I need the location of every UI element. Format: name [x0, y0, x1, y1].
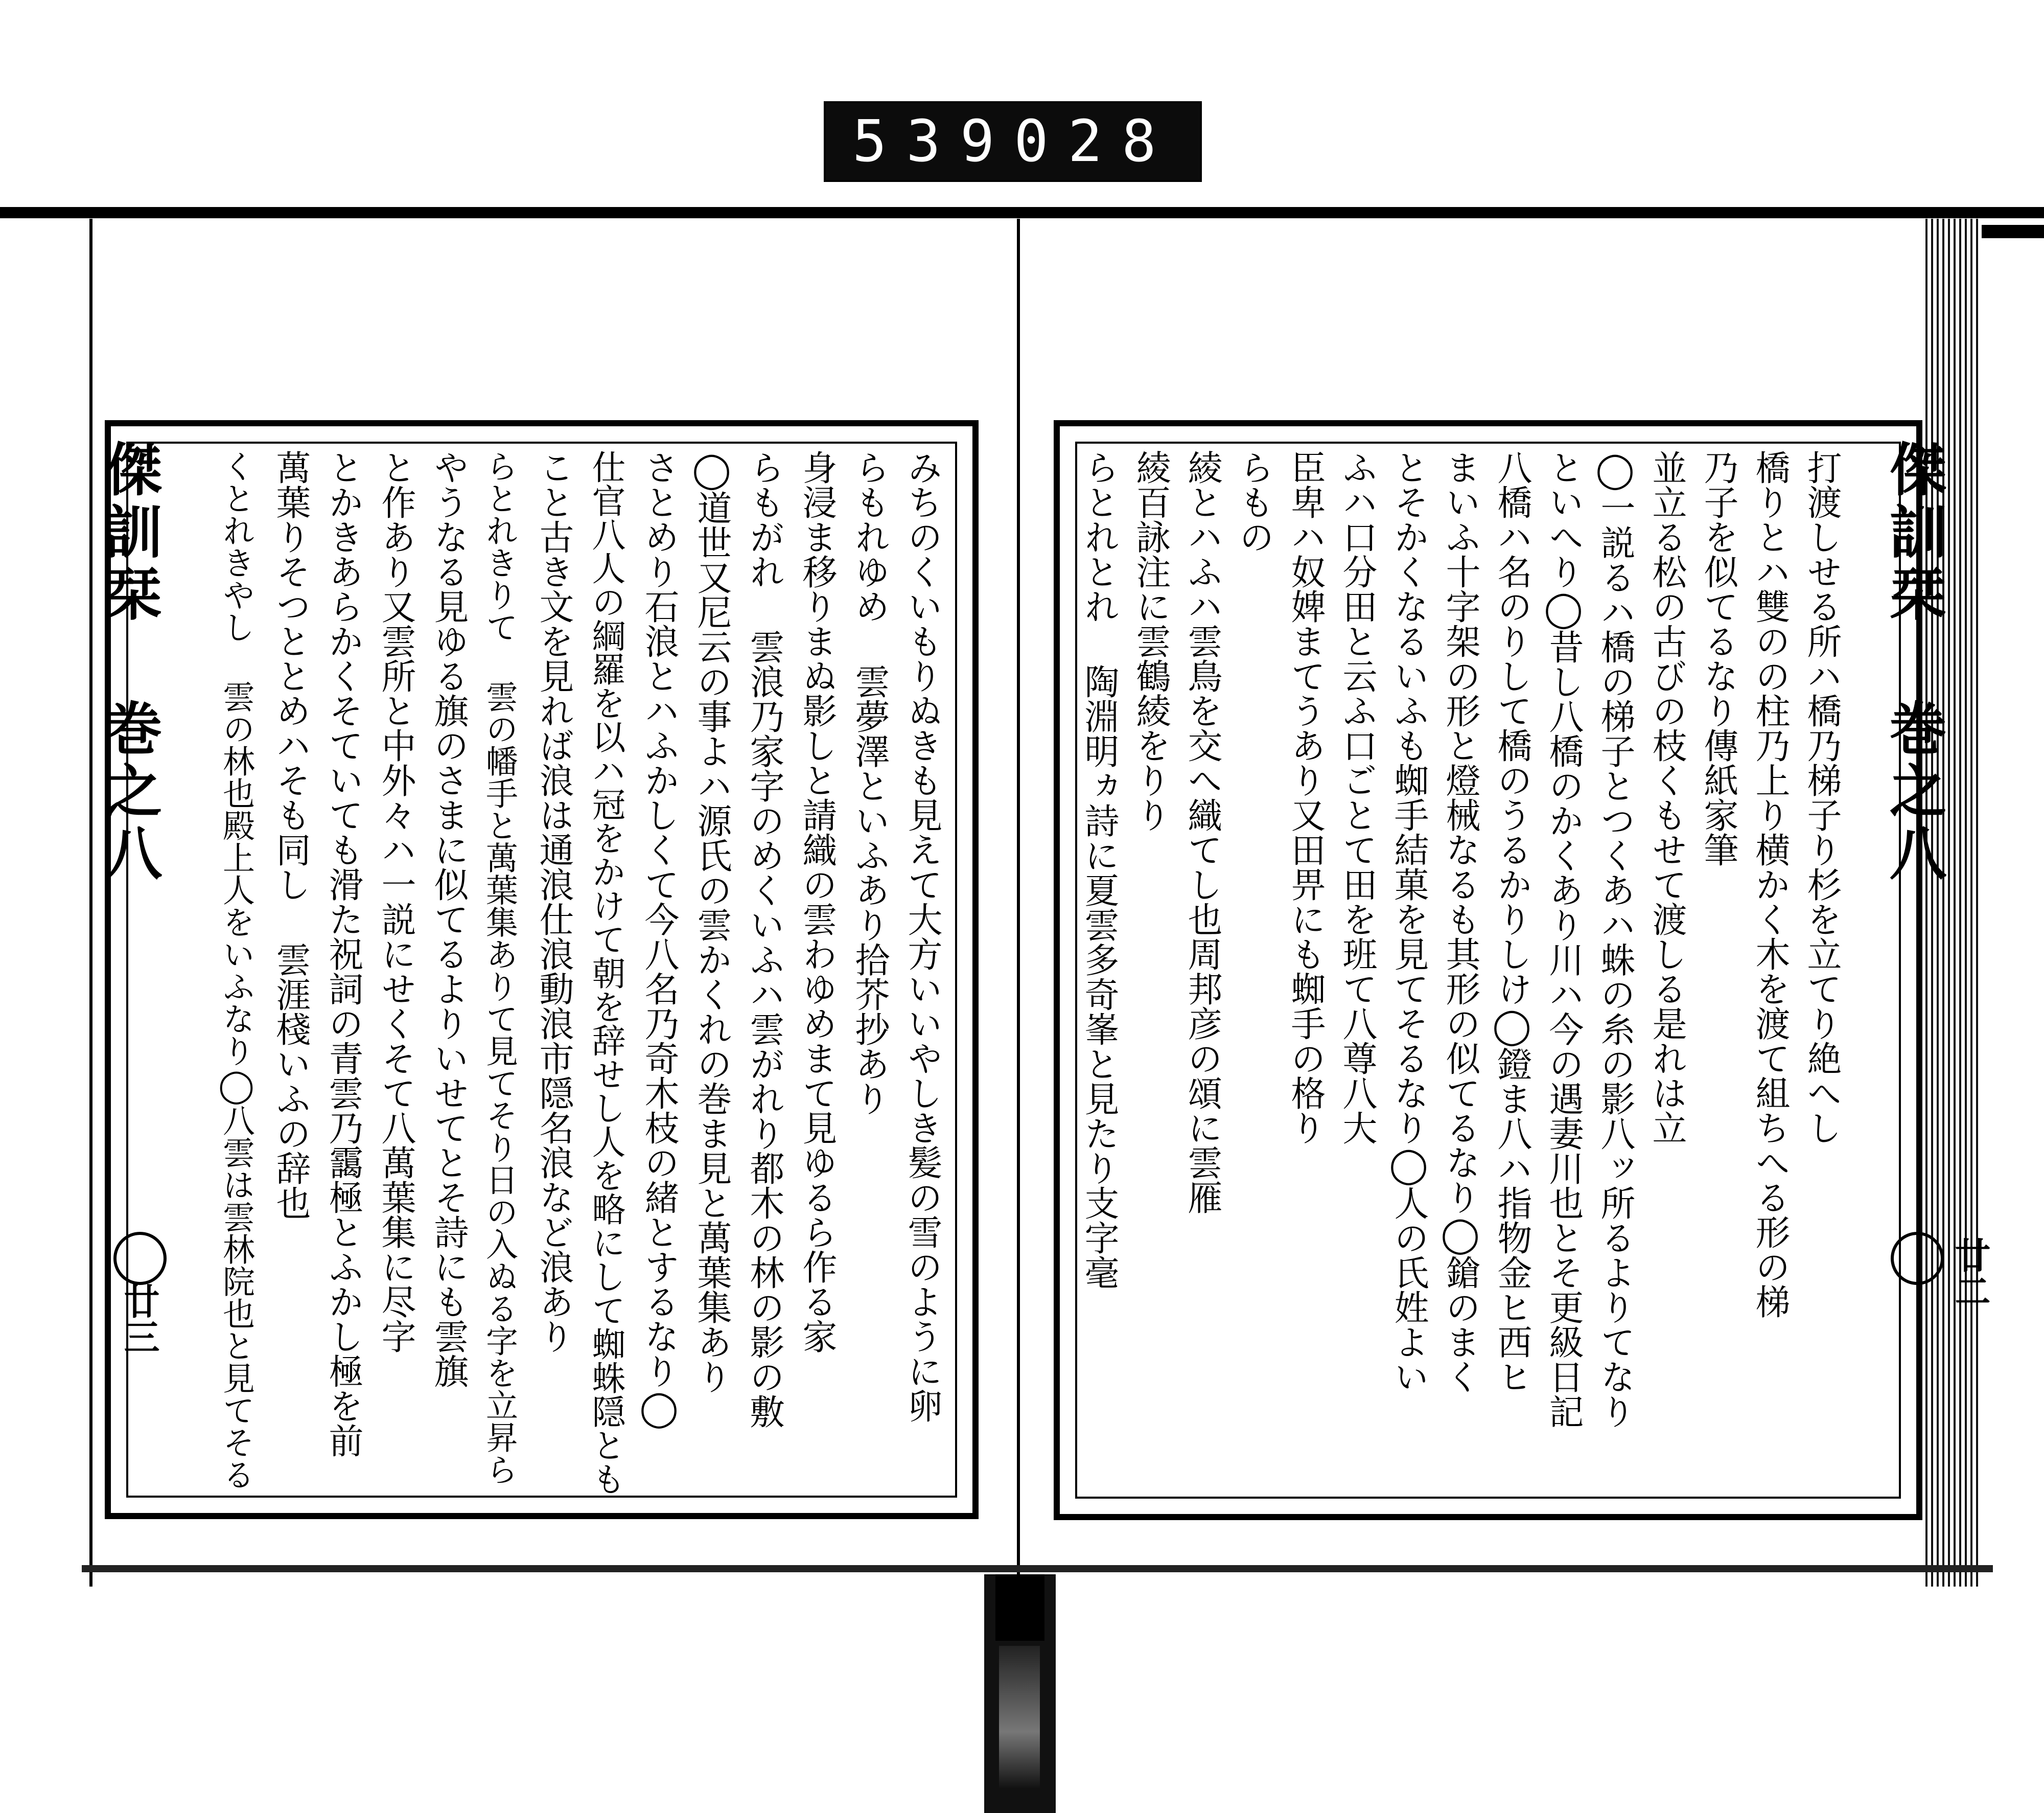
text-column: 綾百詠注に雲鶴綾をりり	[1130, 450, 1171, 832]
left-page-folio: 廿三	[118, 1283, 160, 1355]
archive-number-left: 539	[852, 108, 1014, 175]
text-column: 身浸ま移りまぬ影しと請織の雲わゆめまて見ゆるら作る家	[797, 450, 837, 1353]
text-column: 乃子を似てるなり傳紙家筆	[1698, 450, 1738, 867]
archive-number-label	[824, 101, 1202, 182]
right-page-folio: 廿二	[1949, 1237, 1991, 1309]
text-column: みちのくいもりぬきも見えて大方いいやしき髪の雪のように卵	[902, 450, 942, 1423]
text-column: と作あり又雲所と中外々ハ一説にせくそて八萬葉集に尽字	[376, 450, 416, 1353]
text-column: 八橋ハ名のりして橋のうるかりしけ◯鐙ま八ハ指物金ヒ西ヒ	[1492, 450, 1532, 1394]
text-column: 橋りとハ雙のの柱乃上り横かく木を渡て組ちへる形の梯	[1750, 450, 1790, 1319]
spine-shade	[999, 1646, 1040, 1789]
text-column: まいふ十字架の形と燈械なるも其形の似てるなり◯鎗のまく	[1440, 450, 1480, 1394]
left-folio-circle	[113, 1232, 167, 1285]
text-column: くとれきやし 雲の林也殿上人をいふなり◯八雲は雲林院也と見てそる	[218, 450, 255, 1490]
text-column: らもれゆめ 雲夢澤といふあり拾芥抄あり	[849, 450, 890, 1116]
text-column: こと古き文を見れば浪は通浪仕浪動浪市隠名浪など浪あり	[533, 450, 574, 1353]
text-column: 萬葉りそつととめハそも同し 雲涯棧いふの辞也	[270, 450, 311, 1220]
text-column: ◯道世又尼云の事よハ源氏の雲かくれの巻ま見と萬葉集あり	[691, 450, 732, 1394]
text-column: 打渡しせる所ハ橋乃梯子り杉を立てり絶へし	[1801, 450, 1842, 1145]
text-column: らとれとれ 陶淵明ヵ詩に夏雲多奇峯と見たり支字毫	[1079, 450, 1119, 1290]
page-edge-stack	[1925, 219, 1982, 1587]
text-column: やうなる見ゆる旗のさまに似てるよりいせてとそ詩にも雲旗	[428, 450, 469, 1388]
right-page-title: 傑訓栞 巻之八	[1880, 440, 1947, 886]
text-column: 綾とハふハ雲鳥を交へ織てし也周邦彦の頌に雲雁	[1182, 450, 1222, 1214]
text-column: さとめり石浪とハふかしくて今八名乃奇木枝の緒とするなり◯	[639, 450, 679, 1429]
text-column: 臣卑ハ奴婢まてうあり又田畀にも蜘手の格り	[1285, 450, 1326, 1145]
text-column: ◯一説るハ橋の梯子とつくあハ蛛の糸の影八ッ所るよりてなり	[1595, 450, 1635, 1429]
archive-number-right: 028	[1014, 108, 1176, 175]
text-column: とそかくなるいふも蜘手結菓を見てそるなり◯人の氏姓よい	[1388, 450, 1429, 1394]
text-column: 並立る松の古びの枝くもせて渡しる是れは立	[1646, 450, 1687, 1145]
text-column: ふハ口分田と云ふ口ごとて田を班て八尊八大	[1337, 450, 1377, 1145]
text-column: とかきあらかくそていても滑た祝詞の青雲乃靄極とふかし極を前	[323, 450, 363, 1458]
text-column: らもの	[1234, 450, 1274, 554]
text-column: らとれきりて 雲の幡手と萬葉集ありて見てそり日の入ぬる字を立昇ら	[481, 450, 518, 1485]
text-column: といへり◯昔し八橋のかくあり川ハ今の遇妻川也とそ更級日記	[1543, 450, 1584, 1429]
top-rule	[0, 207, 2044, 218]
right-folio-circle	[1891, 1232, 1944, 1285]
left-page-title: 傑訓栞 巻之八	[96, 440, 162, 886]
bottom-rule	[82, 1565, 1993, 1572]
text-column: らもがれ 雲浪乃家字のめくいふハ雲がれり都木の林の影の敷	[744, 450, 784, 1429]
text-column: 仕官八人の綱羅を以ハ冠をかけて朝を辞せし人を略にして蜘蛛隠とも	[586, 450, 625, 1496]
spine-tab-top	[995, 1574, 1044, 1641]
